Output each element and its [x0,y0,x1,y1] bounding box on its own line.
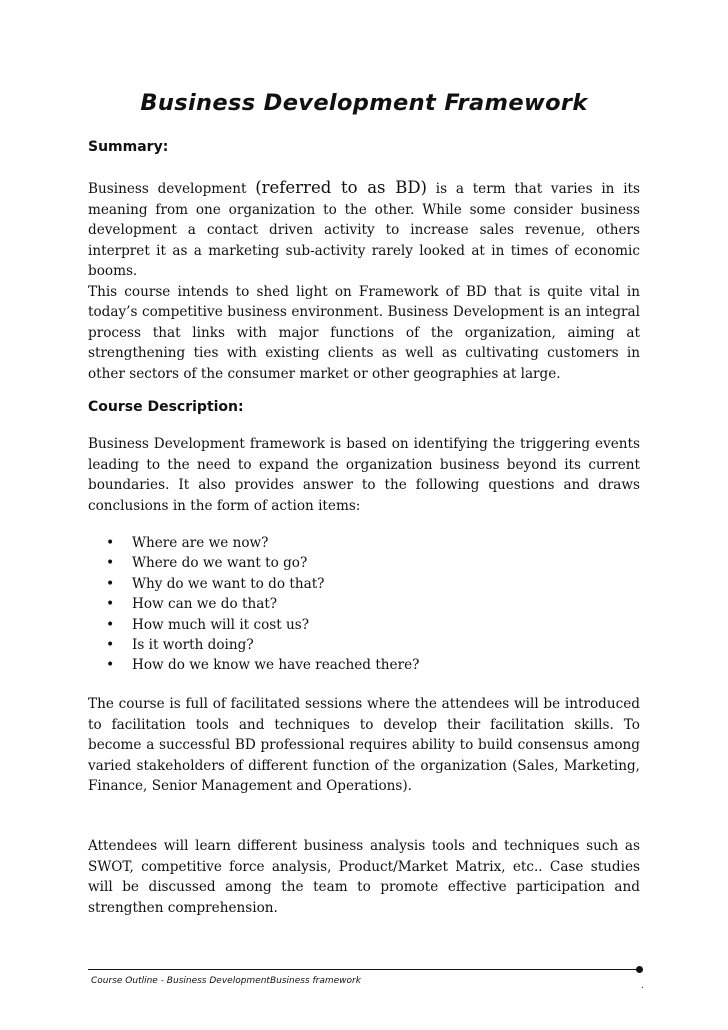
course-description-paragraph: Business Development framework is based on identifying the triggering events leading to the need to expand the organization business beyond its current boundaries. It also provides answer to the following questions and draws conclusions in the form of action items: [88,436,640,514]
summary-text-lead: Business development [88,181,256,197]
summary-text-bd-term: (referred to as BD) [255,178,427,197]
list-item [100,615,620,635]
summary-text-rest: is a term that varies in its meaning from one organization to the other. While some consider business development a contact driven activity to increase sales revenue, others interpret it as a marketing sub-activity rarely looked at in times of economic booms. [88,181,640,279]
bullet-icon: • [106,657,115,674]
question-text: How can we do that? [132,596,278,613]
footer-text: Course Outline - Business DevelopmentBusiness framework [91,976,361,986]
bullet-icon: • [106,535,115,551]
summary-paragraph-1 [88,178,640,282]
footer-mark: . [641,981,644,991]
list-item [100,594,620,614]
question-text: Where are we now? [132,535,269,551]
question-text: How do we know we have reached there? [132,657,420,674]
bullet-icon: • [106,637,115,654]
list-item [100,574,620,594]
question-text: How much will it cost us? [132,616,310,633]
sessions-paragraph: The course is full of facilitated sessions where the attendees will be introduced to facilitation tools and techniques to develop their facilitation skills. To become a successful BD professional requires ability to build consensus among varied stakeholders of different function of the organization (Sales, Marketing, Finance, Senior Management and Operations). [88,696,640,794]
bullet-icon: • [106,596,115,613]
questions-list [100,533,620,676]
list-item [100,533,620,553]
summary-paragraph-2: This course intends to shed light on Framework of BD that is quite vital in today’s competitive business environment. Business Development is an integral process that links with major functions of the organization, aiming at strengthening ties with existing clients as well as cultivating customers in other sectors of the consumer market or other geographies at large. [88,283,640,382]
summary-heading: Summary: [88,139,169,155]
list-item [100,655,620,675]
question-text: Is it worth doing? [132,637,254,654]
list-item [100,635,620,655]
attendees-paragraph: Attendees will learn different business analysis tools and techniques such as SWOT, competitive force analysis, Product/Market Matrix, etc.. Case studies will be discussed among the team to promote effective participation and strengthen comprehension. [88,838,640,916]
footer-divider [88,969,640,970]
question-text: Why do we want to do that? [132,575,325,592]
bullet-icon: • [106,555,115,572]
question-text: Where do we want to go? [132,555,308,572]
course-description-heading: Course Description: [88,399,244,415]
document-title: Business Development Framework [140,90,588,116]
list-item [100,553,620,573]
bullet-icon: • [106,575,115,592]
summary-section [88,178,640,384]
footer-dot-icon [636,966,643,973]
bullet-icon: • [106,616,115,633]
